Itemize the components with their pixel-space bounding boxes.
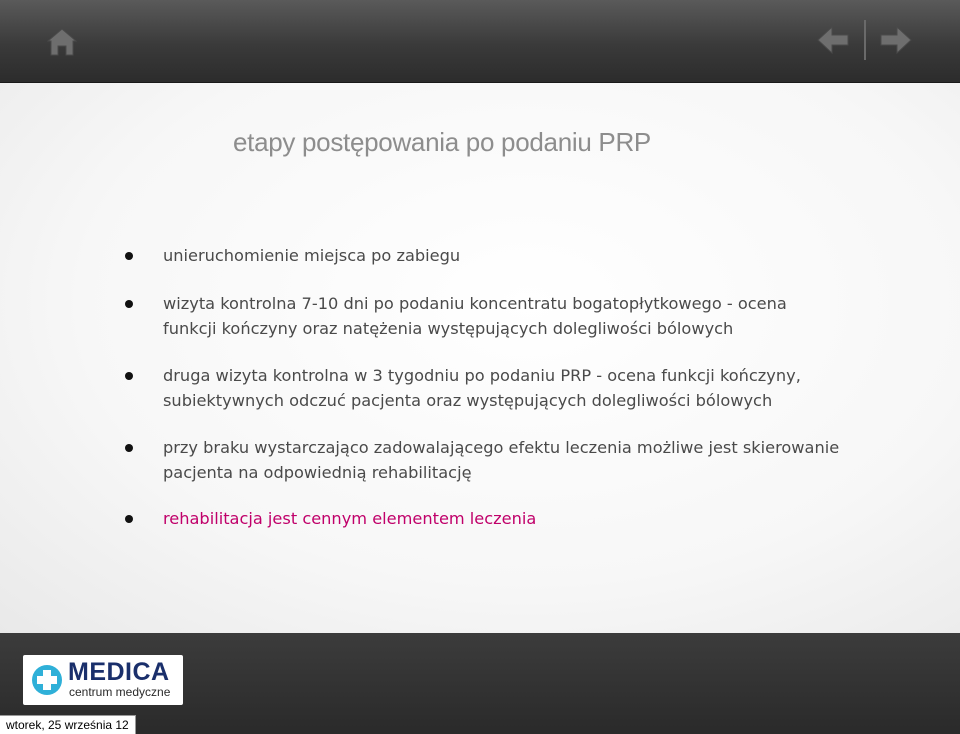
- bullet-list: [125, 243, 845, 531]
- date-label: wtorek, 25 września 12: [0, 715, 136, 734]
- list-item: [125, 363, 845, 414]
- bullet-dot-icon: [125, 444, 133, 452]
- slide-title: etapy postępowania po podaniu PRP: [233, 127, 651, 157]
- top-navigation-bar: [0, 0, 960, 83]
- bullet-text: wizyta kontrolna 7-10 dni po podaniu koncentratu bogatopłytkowego - ocena funkcji kończyny oraz natężenia występujących dolegliwości bólowych: [163, 293, 787, 338]
- bullet-text: druga wizyta kontrolna w 3 tygodniu po podaniu PRP - ocena funkcji kończyny, subiektywnych odczuć pacjenta oraz występujących dolegliwości bólowych: [163, 365, 801, 410]
- bullet-text-highlighted: rehabilitacja jest cennym elementem leczenia: [163, 508, 537, 528]
- bullet-dot-icon: [125, 252, 133, 260]
- list-item: [125, 435, 845, 486]
- medica-logo: [23, 655, 183, 705]
- logo-name: MEDICA: [68, 658, 170, 686]
- list-item: [125, 291, 845, 342]
- bullet-dot-icon: [125, 300, 133, 308]
- list-item: [125, 506, 845, 532]
- home-icon[interactable]: [47, 28, 77, 56]
- bullet-dot-icon: [125, 515, 133, 523]
- bullet-text: przy braku wystarczająco zadowalającego efektu leczenia możliwe jest skierowanie pacjenta na odpowiednią rehabilitację: [163, 437, 840, 482]
- list-item: [125, 243, 845, 269]
- logo-subtitle: centrum medyczne: [69, 685, 171, 699]
- bullet-dot-icon: [125, 372, 133, 380]
- medical-cross-icon: [32, 665, 62, 695]
- bullet-text: unieruchomienie miejsca po zabiegu: [163, 246, 461, 265]
- bottom-bar: [0, 633, 960, 734]
- separator-icon: [863, 20, 867, 60]
- arrow-right-icon[interactable]: [880, 25, 912, 55]
- arrow-left-icon[interactable]: [817, 25, 849, 55]
- slide-content: [0, 83, 960, 633]
